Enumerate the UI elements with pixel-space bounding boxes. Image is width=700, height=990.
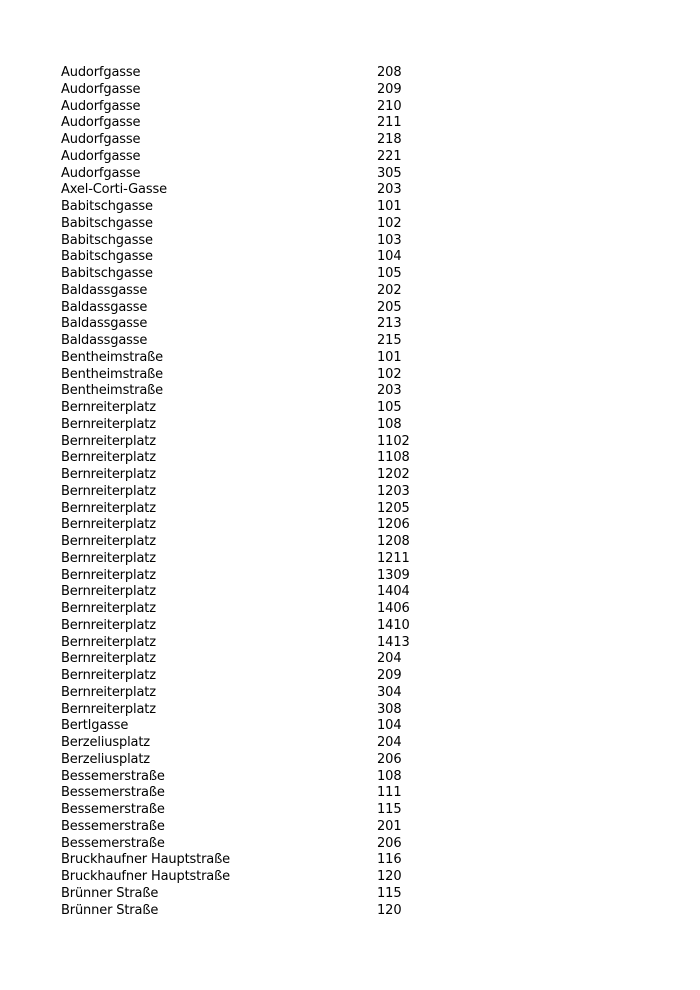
house-number: 1208 <box>377 534 410 549</box>
table-row <box>61 819 481 836</box>
table-row <box>61 568 481 585</box>
table-row <box>61 115 481 132</box>
table-row <box>61 584 481 601</box>
house-number: 105 <box>377 400 402 415</box>
table-row <box>61 551 481 568</box>
street-name: Bernreiterplatz <box>61 684 156 700</box>
street-name: Baldassgasse <box>61 299 148 315</box>
table-row <box>61 735 481 752</box>
table-row <box>61 65 481 82</box>
house-number: 1406 <box>377 601 410 616</box>
street-name: Bentheimstraße <box>61 383 164 399</box>
house-number: 221 <box>377 148 402 164</box>
house-number: 215 <box>377 333 402 348</box>
house-number: 308 <box>377 701 402 717</box>
house-number: 209 <box>377 668 402 683</box>
table-row <box>61 886 481 903</box>
table-row <box>61 752 481 769</box>
house-number: 202 <box>377 282 402 298</box>
table-row <box>61 450 481 467</box>
table-row <box>61 316 481 333</box>
house-number: 1309 <box>377 567 410 583</box>
house-number: 104 <box>377 249 402 265</box>
street-name: Audorfgasse <box>61 165 141 181</box>
house-number: 204 <box>377 735 402 750</box>
street-name: Baldassgasse <box>61 282 148 298</box>
table-row <box>61 434 481 451</box>
house-number: 115 <box>377 802 402 817</box>
house-number: 305 <box>377 165 402 181</box>
street-name: Bruckhaufner Hauptstraße <box>61 852 231 868</box>
house-number: 209 <box>377 81 402 97</box>
house-number: 103 <box>377 232 402 248</box>
street-name: Bessemerstraße <box>61 768 165 784</box>
street-name: Babitschgasse <box>61 215 153 231</box>
street-name: Axel-Corti-Gasse <box>61 182 167 198</box>
house-number: 210 <box>377 98 402 114</box>
table-row <box>61 651 481 668</box>
street-name: Bessemerstraße <box>61 802 165 817</box>
house-number: 218 <box>377 132 402 147</box>
street-name: Bernreiterplatz <box>61 517 156 533</box>
house-number: 105 <box>377 266 402 281</box>
house-number: 205 <box>377 299 402 315</box>
table-row <box>61 333 481 350</box>
table-row <box>61 635 481 652</box>
street-name: Audorfgasse <box>61 81 141 97</box>
house-number: 208 <box>377 65 402 80</box>
house-number: 201 <box>377 818 402 834</box>
table-row <box>61 618 481 635</box>
house-number: 204 <box>377 651 402 667</box>
table-row <box>61 182 481 199</box>
house-number: 111 <box>377 785 402 801</box>
house-number: 1108 <box>377 450 410 466</box>
table-row <box>61 417 481 434</box>
table-row <box>61 283 481 300</box>
house-number: 120 <box>377 902 402 918</box>
table-row <box>61 484 481 501</box>
street-name: Bernreiterplatz <box>61 483 156 499</box>
street-name: Babitschgasse <box>61 232 153 248</box>
table-row <box>61 685 481 702</box>
street-name: Bernreiterplatz <box>61 601 156 616</box>
house-number: 1205 <box>377 500 410 516</box>
table-row <box>61 216 481 233</box>
table-row <box>61 785 481 802</box>
table-row <box>61 249 481 266</box>
address-list <box>61 65 481 919</box>
street-name: Brünner Straße <box>61 902 159 918</box>
street-name: Baldassgasse <box>61 333 148 348</box>
street-name: Bentheimstraße <box>61 349 164 365</box>
street-name: Berzeliusplatz <box>61 735 150 750</box>
table-row <box>61 668 481 685</box>
table-row <box>61 836 481 853</box>
house-number: 101 <box>377 199 402 214</box>
house-number: 203 <box>377 182 402 198</box>
house-number: 1410 <box>377 617 410 633</box>
house-number: 1211 <box>377 550 410 566</box>
table-row <box>61 132 481 149</box>
street-name: Audorfgasse <box>61 98 141 114</box>
street-name: Audorfgasse <box>61 115 141 131</box>
house-number: 116 <box>377 852 402 868</box>
table-row <box>61 300 481 317</box>
street-name: Bruckhaufner Hauptstraße <box>61 869 231 884</box>
house-number: 101 <box>377 349 402 365</box>
street-name: Bernreiterplatz <box>61 416 156 432</box>
house-number: 104 <box>377 718 402 734</box>
house-number: 102 <box>377 366 402 382</box>
table-row <box>61 517 481 534</box>
street-name: Bernreiterplatz <box>61 701 156 717</box>
house-number: 1404 <box>377 584 410 600</box>
street-name: Audorfgasse <box>61 132 141 147</box>
street-name: Bernreiterplatz <box>61 467 156 482</box>
street-name: Bentheimstraße <box>61 366 164 382</box>
house-number: 213 <box>377 316 402 332</box>
street-name: Bernreiterplatz <box>61 534 156 549</box>
street-name: Bessemerstraße <box>61 785 165 801</box>
house-number: 1202 <box>377 467 410 482</box>
house-number: 304 <box>377 684 402 700</box>
house-number: 1206 <box>377 517 410 533</box>
house-number: 115 <box>377 885 402 901</box>
table-row <box>61 534 481 551</box>
street-name: Bernreiterplatz <box>61 450 156 466</box>
street-name: Bernreiterplatz <box>61 584 156 600</box>
house-number: 102 <box>377 215 402 231</box>
street-name: Bertlgasse <box>61 718 129 734</box>
table-row <box>61 383 481 400</box>
street-name: Babitschgasse <box>61 266 153 281</box>
house-number: 120 <box>377 869 402 884</box>
table-row <box>61 501 481 518</box>
table-row <box>61 467 481 484</box>
house-number: 108 <box>377 416 402 432</box>
street-name: Brünner Straße <box>61 885 159 901</box>
house-number: 108 <box>377 768 402 784</box>
table-row <box>61 367 481 384</box>
street-name: Bernreiterplatz <box>61 550 156 566</box>
house-number: 1413 <box>377 634 410 650</box>
table-row <box>61 99 481 116</box>
street-name: Audorfgasse <box>61 148 141 164</box>
house-number: 211 <box>377 115 402 131</box>
table-row <box>61 903 481 920</box>
street-name: Bernreiterplatz <box>61 567 156 583</box>
table-row <box>61 718 481 735</box>
table-row <box>61 82 481 99</box>
street-name: Bessemerstraße <box>61 818 165 834</box>
street-name: Bernreiterplatz <box>61 400 156 415</box>
street-name: Bernreiterplatz <box>61 634 156 650</box>
street-name: Baldassgasse <box>61 316 148 332</box>
table-row <box>61 802 481 819</box>
table-row <box>61 852 481 869</box>
street-name: Bessemerstraße <box>61 835 165 851</box>
table-row <box>61 166 481 183</box>
street-name: Bernreiterplatz <box>61 617 156 633</box>
table-row <box>61 400 481 417</box>
table-row <box>61 869 481 886</box>
table-row <box>61 769 481 786</box>
table-row <box>61 149 481 166</box>
house-number: 1203 <box>377 483 410 499</box>
street-name: Bernreiterplatz <box>61 651 156 667</box>
house-number: 1102 <box>377 433 410 449</box>
street-name: Audorfgasse <box>61 65 141 80</box>
street-name: Bernreiterplatz <box>61 433 156 449</box>
house-number: 206 <box>377 835 402 851</box>
table-row <box>61 266 481 283</box>
table-row <box>61 199 481 216</box>
street-name: Bernreiterplatz <box>61 668 156 683</box>
table-row <box>61 350 481 367</box>
street-name: Babitschgasse <box>61 249 153 265</box>
street-name: Berzeliusplatz <box>61 751 150 767</box>
street-name: Bernreiterplatz <box>61 500 156 516</box>
table-row <box>61 702 481 719</box>
house-number: 206 <box>377 751 402 767</box>
street-name: Babitschgasse <box>61 199 153 214</box>
house-number: 203 <box>377 383 402 399</box>
table-row <box>61 233 481 250</box>
table-row <box>61 601 481 618</box>
